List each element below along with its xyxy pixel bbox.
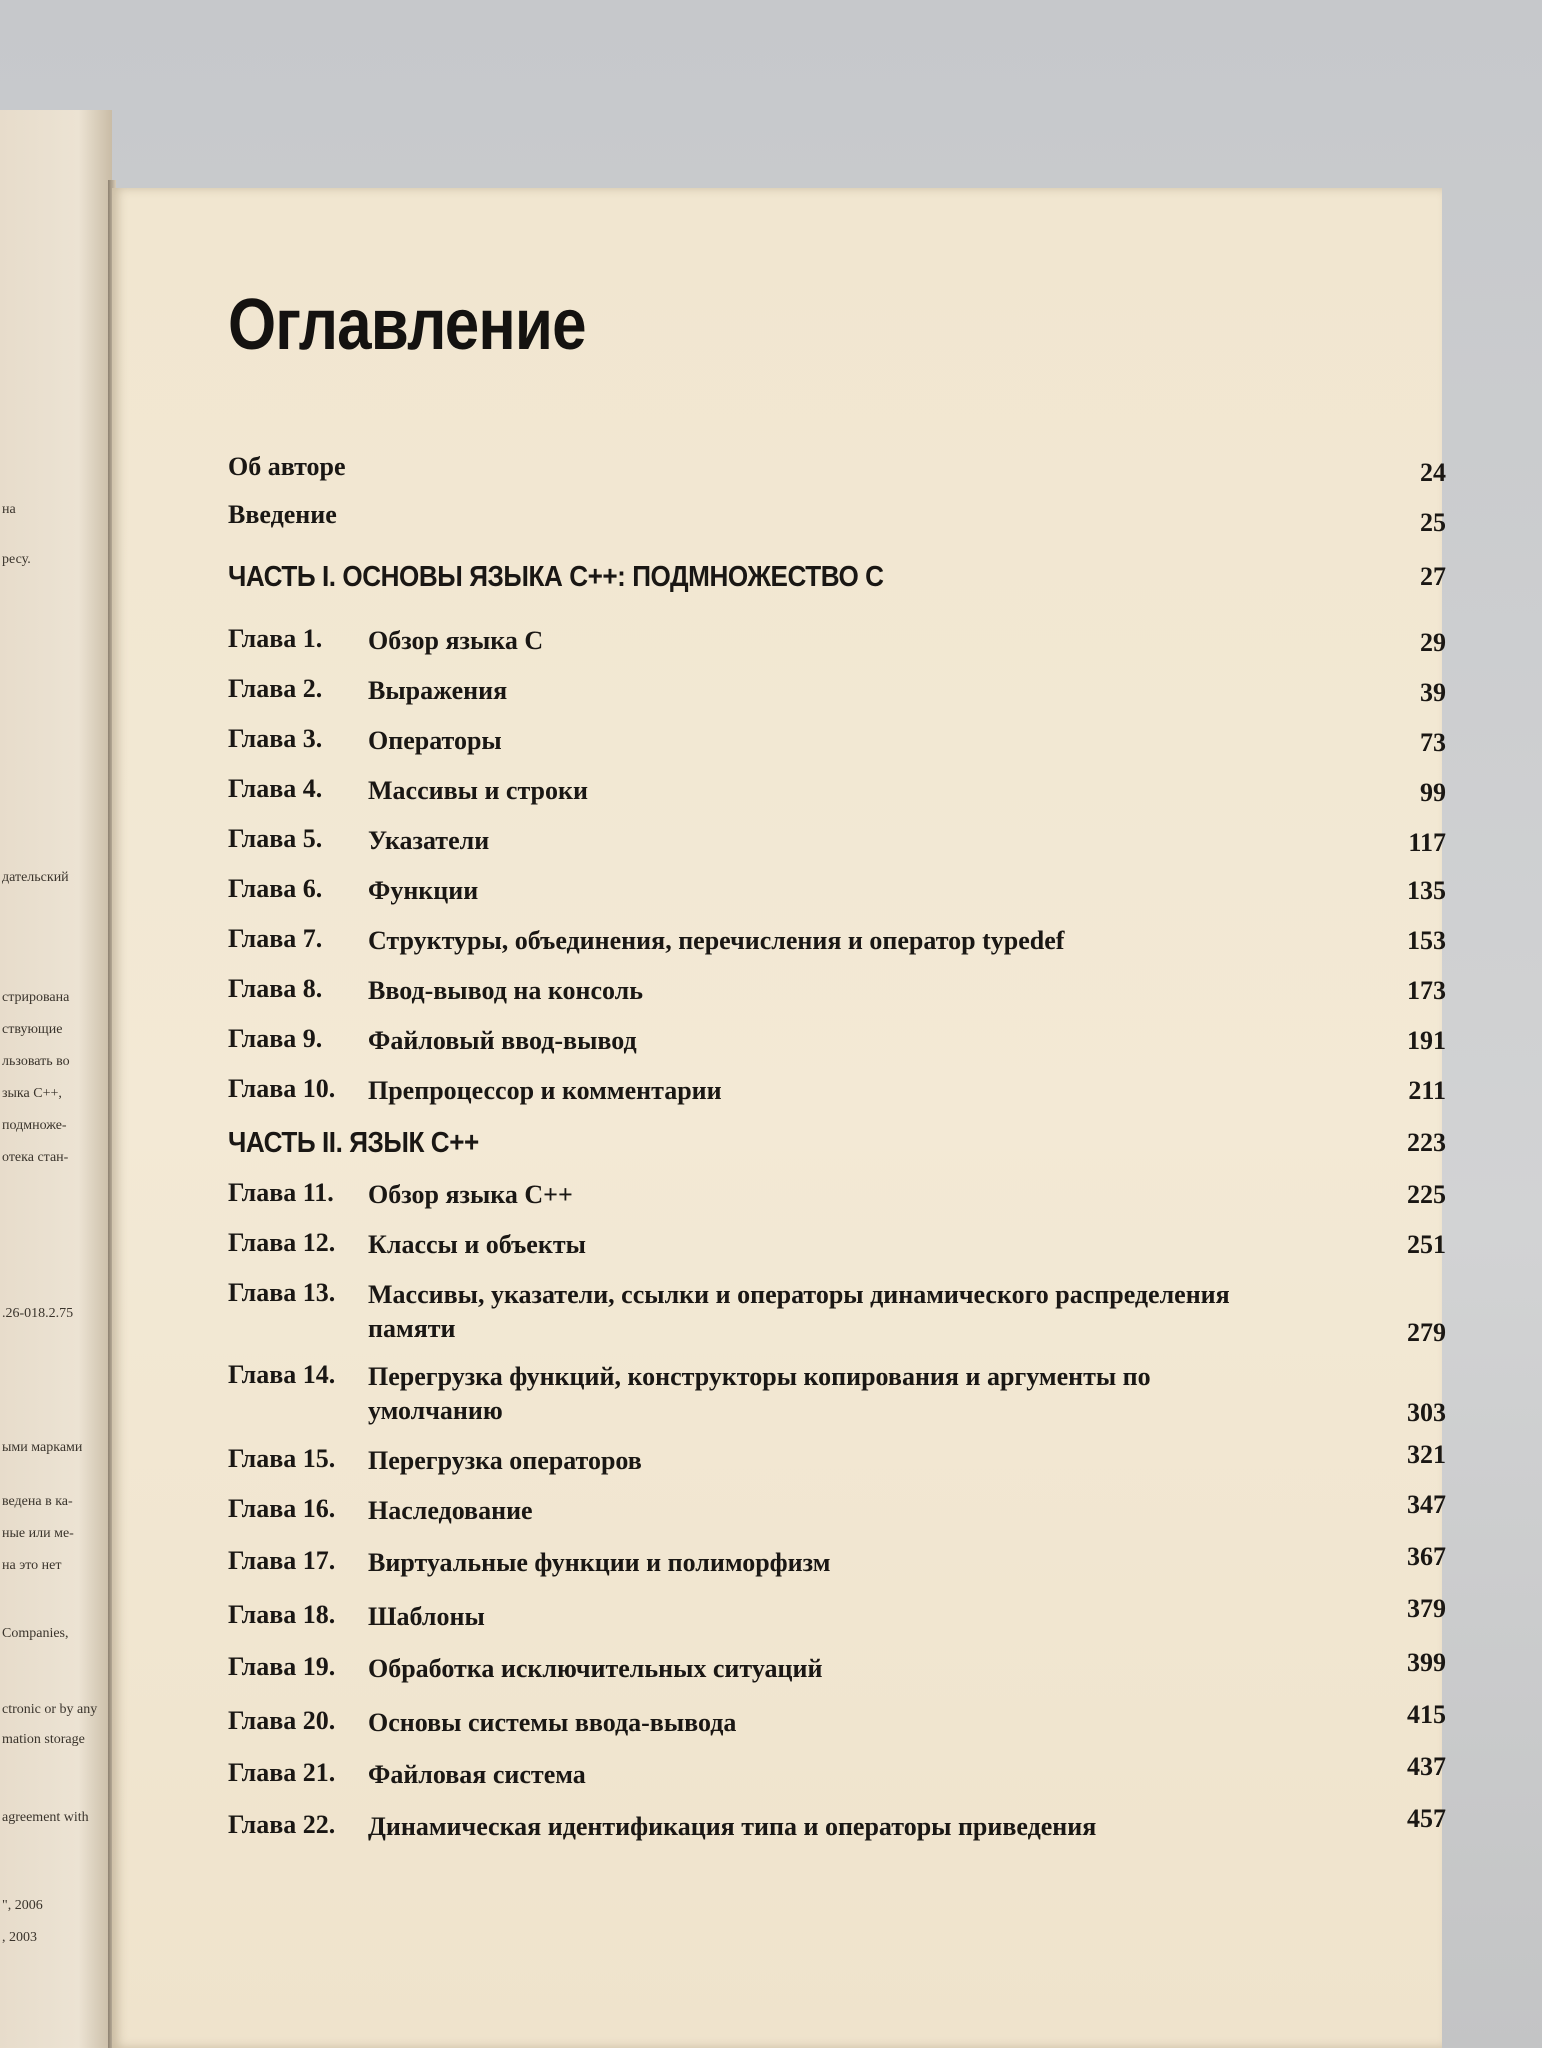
toc-chapter-number: Глава 6. bbox=[228, 874, 323, 903]
toc-page-number: 73 bbox=[1420, 728, 1446, 757]
toc-entry-title: Массивы, указатели, ссылки и операторы динамического распределения памяти bbox=[368, 1280, 1230, 1343]
toc-page-number: 225 bbox=[1407, 1180, 1446, 1209]
toc-chapter-number: Глава 7. bbox=[228, 924, 323, 953]
left-page-text: ", 2006 bbox=[2, 1898, 43, 1913]
table-of-contents bbox=[228, 188, 1446, 2048]
toc-chapter-number: Глава 5. bbox=[228, 824, 323, 853]
left-page-text: ствующие bbox=[2, 1022, 63, 1037]
toc-page-number: 99 bbox=[1420, 778, 1446, 807]
left-page-text: зыка С++, bbox=[2, 1086, 62, 1101]
toc-entry-title: ЧАСТЬ II. ЯЗЫК С++ bbox=[228, 1127, 479, 1159]
toc-entry-title: Шаблоны bbox=[368, 1602, 485, 1631]
toc-page-number: 211 bbox=[1408, 1076, 1446, 1105]
left-page-text: ресу. bbox=[2, 552, 31, 567]
toc-entry-title: Функции bbox=[368, 876, 479, 905]
toc-page-number: 24 bbox=[1420, 458, 1446, 487]
left-page-text: отека стан- bbox=[2, 1150, 69, 1165]
toc-page-number: 415 bbox=[1407, 1700, 1446, 1729]
toc-chapter-number: Глава 3. bbox=[228, 724, 323, 753]
left-page-text: .26-018.2.75 bbox=[2, 1306, 74, 1321]
toc-chapter-number: Глава 1. bbox=[228, 624, 323, 653]
toc-chapter-number: Глава 8. bbox=[228, 974, 323, 1003]
toc-entry-title: Об авторе bbox=[228, 452, 346, 481]
toc-chapter-number: Глава 10. bbox=[228, 1074, 336, 1103]
toc-page-number: 437 bbox=[1407, 1752, 1446, 1781]
toc-chapter-number: Глава 11. bbox=[228, 1178, 334, 1207]
toc-page-number: 457 bbox=[1407, 1804, 1446, 1833]
toc-entry-title: Наследование bbox=[368, 1496, 533, 1525]
toc-page-number: 347 bbox=[1407, 1490, 1446, 1519]
left-page-text: на bbox=[2, 502, 16, 517]
toc-chapter-number: Глава 2. bbox=[228, 674, 323, 703]
left-page-text: Companies, bbox=[2, 1626, 69, 1641]
toc-chapter-number: Глава 4. bbox=[228, 774, 323, 803]
toc-page-number: 153 bbox=[1407, 926, 1446, 955]
toc-chapter-number: Глава 20. bbox=[228, 1706, 336, 1735]
toc-page-number: 321 bbox=[1407, 1440, 1446, 1469]
toc-entry-title: Файловый ввод-вывод bbox=[368, 1026, 637, 1055]
toc-page-number: 303 bbox=[1407, 1398, 1446, 1427]
left-page-text: льзовать во bbox=[2, 1054, 70, 1069]
toc-chapter-number: Глава 22. bbox=[228, 1810, 336, 1839]
toc-chapter-number: Глава 16. bbox=[228, 1494, 336, 1523]
toc-chapter-number: Глава 17. bbox=[228, 1546, 336, 1575]
page-title: Оглавление bbox=[228, 285, 586, 365]
left-page-text: ные или ме- bbox=[2, 1526, 74, 1541]
toc-page-number: 399 bbox=[1407, 1648, 1446, 1677]
toc-page-number: 379 bbox=[1407, 1594, 1446, 1623]
left-page-text: ctronic or by any bbox=[2, 1702, 98, 1717]
toc-entry-title: Введение bbox=[228, 500, 337, 529]
toc-chapter-number: Глава 18. bbox=[228, 1600, 336, 1629]
toc-entry-title: Основы системы ввода-вывода bbox=[368, 1708, 737, 1737]
toc-entry-title: Выражения bbox=[368, 676, 508, 705]
toc-entry-title: Обзор языка С bbox=[368, 626, 544, 655]
left-page-text: подмноже- bbox=[2, 1118, 67, 1133]
toc-entry-title: Обзор языка С++ bbox=[368, 1180, 573, 1209]
toc-page-number: 223 bbox=[1407, 1128, 1446, 1157]
toc-chapter-number: Глава 9. bbox=[228, 1024, 323, 1053]
left-page-text: ыми марками bbox=[2, 1440, 83, 1455]
left-page bbox=[0, 110, 112, 2048]
toc-chapter-number: Глава 13. bbox=[228, 1278, 336, 1307]
toc-chapter-number: Глава 12. bbox=[228, 1228, 336, 1257]
toc-entry-title: Препроцессор и комментарии bbox=[368, 1076, 722, 1105]
left-page-text: на это нет bbox=[2, 1558, 62, 1573]
toc-entry-title: Ввод-вывод на консоль bbox=[368, 976, 644, 1005]
toc-page-number: 25 bbox=[1420, 508, 1446, 537]
toc-page-number: 173 bbox=[1407, 976, 1446, 1005]
left-page-text: стрирована bbox=[2, 990, 70, 1005]
toc-entry-title: Файловая система bbox=[368, 1760, 586, 1789]
toc-page-number: 39 bbox=[1420, 678, 1446, 707]
left-page-text: дательский bbox=[2, 870, 69, 885]
toc-page-number: 27 bbox=[1420, 562, 1446, 591]
toc-chapter-number: Глава 21. bbox=[228, 1758, 336, 1787]
toc-entry-title: Классы и объекты bbox=[368, 1230, 586, 1259]
toc-page-number: 117 bbox=[1408, 828, 1446, 857]
left-page-text: agreement with bbox=[2, 1810, 89, 1825]
toc-entry-title: Перегрузка операторов bbox=[368, 1446, 642, 1475]
toc-entry-title: Обработка исключительных ситуаций bbox=[368, 1654, 823, 1683]
right-page bbox=[112, 188, 1446, 2048]
toc-entry-title: Перегрузка функций, конструкторы копирования и аргументы по умолчанию bbox=[368, 1362, 1151, 1425]
toc-chapter-number: Глава 14. bbox=[228, 1360, 336, 1389]
left-page-text: mation storage bbox=[2, 1732, 85, 1747]
toc-page-number: 29 bbox=[1420, 628, 1446, 657]
toc-entry-title: Массивы и строки bbox=[368, 776, 588, 805]
toc-entry-title: Структуры, объединения, перечисления и оператор typedef bbox=[368, 926, 1065, 955]
toc-page-number: 367 bbox=[1407, 1542, 1446, 1571]
toc-entry-title: Динамическая идентификация типа и операторы приведения bbox=[368, 1812, 1097, 1841]
toc-page-number: 279 bbox=[1407, 1318, 1446, 1347]
toc-page-number: 251 bbox=[1407, 1230, 1446, 1259]
toc-entry-title: Операторы bbox=[368, 726, 502, 755]
left-page-text: , 2003 bbox=[2, 1930, 37, 1945]
left-page-text: ведена в ка- bbox=[2, 1494, 73, 1509]
toc-page-number: 191 bbox=[1407, 1026, 1446, 1055]
toc-chapter-number: Глава 19. bbox=[228, 1652, 336, 1681]
toc-entry-title: Указатели bbox=[368, 826, 490, 855]
toc-entry-title: Виртуальные функции и полиморфизм bbox=[368, 1548, 831, 1577]
toc-entry-title: ЧАСТЬ I. ОСНОВЫ ЯЗЫКА С++: ПОДМНОЖЕСТВО С bbox=[228, 561, 884, 593]
toc-chapter-number: Глава 15. bbox=[228, 1444, 336, 1473]
toc-page-number: 135 bbox=[1407, 876, 1446, 905]
